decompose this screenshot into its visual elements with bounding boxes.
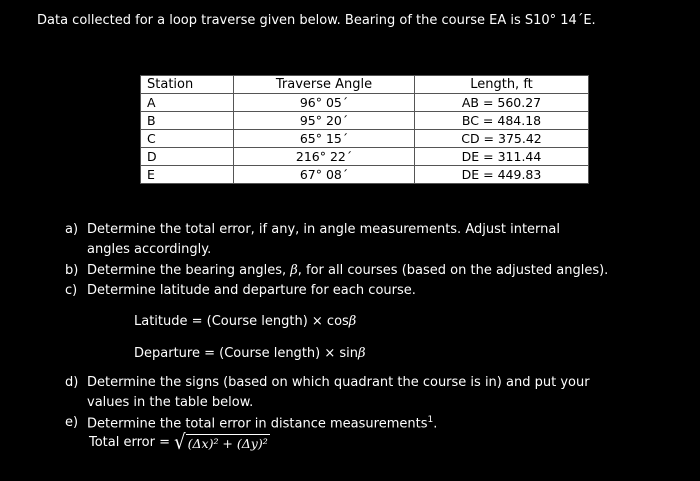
question-e-main: Determine the total error in distance measurements (87, 416, 428, 432)
table-row (141, 94, 589, 112)
station-cell: B (141, 112, 234, 130)
question-b-post: , for all courses (based on the adjusted angles). (297, 263, 609, 278)
question-b-pre: Determine the bearing angles, (87, 263, 291, 278)
question-a-line2: angles accordingly. (87, 242, 212, 257)
question-c-text: Determine latitude and departure for each course. (87, 283, 416, 298)
question-b-text (87, 263, 608, 278)
total-error-formula (89, 432, 270, 453)
angle-cell: 216° 22´ (234, 148, 415, 166)
total-error-label: Total error = (89, 435, 175, 450)
footnote-marker: 1 (427, 415, 434, 425)
header-station: Station (141, 76, 234, 94)
question-e-label: e) (65, 415, 79, 430)
question-c-label: c) (65, 283, 78, 298)
table-header-row (141, 76, 589, 94)
latitude-formula (134, 314, 356, 329)
question-a-line1: Determine the total error, if any, in angle measurements. Adjust internal (87, 222, 560, 237)
table-row (141, 148, 589, 166)
beta-symbol: β (348, 314, 357, 329)
departure-text: Departure = (Course length) × sin (134, 346, 359, 361)
table-row (141, 166, 589, 184)
sqrt-expression (174, 432, 270, 453)
station-cell: D (141, 148, 234, 166)
header-traverse-angle: Traverse Angle (234, 76, 415, 94)
question-b-label: b) (65, 263, 79, 278)
beta-symbol: β (358, 346, 366, 361)
station-cell: A (141, 94, 234, 112)
question-e-end: . (433, 416, 438, 432)
angle-cell: 67° 08´ (234, 166, 415, 184)
table-row (141, 130, 589, 148)
traverse-table (140, 75, 589, 184)
question-e-text (87, 415, 437, 431)
latitude-text: Latitude = (Course length) × cos (134, 314, 349, 329)
length-cell: DE = 311.44 (415, 148, 589, 166)
length-cell: DE = 449.83 (415, 166, 589, 184)
angle-cell: 96° 05´ (234, 94, 415, 112)
header-length: Length, ft (415, 76, 589, 94)
length-cell: CD = 375.42 (415, 130, 589, 148)
problem-title: Data collected for a loop traverse given below. Bearing of the course EA is S10° 14´E. (37, 13, 596, 28)
length-cell: AB = 560.27 (415, 94, 589, 112)
angle-cell: 65° 15´ (234, 130, 415, 148)
question-d-line2: values in the table below. (87, 395, 254, 410)
station-cell: E (141, 166, 234, 184)
station-cell: C (141, 130, 234, 148)
question-d-line1: Determine the signs (based on which quadrant the course is in) and put your (87, 375, 590, 390)
question-d-label: d) (65, 375, 79, 390)
sqrt-icon: √ (174, 430, 186, 455)
beta-symbol: β (290, 263, 298, 278)
question-a-label: a) (65, 222, 79, 237)
departure-formula (134, 346, 366, 361)
angle-cell: 95° 20´ (234, 112, 415, 130)
table-row (141, 112, 589, 130)
sqrt-radicand: (Δx)² + (Δy)² (187, 436, 268, 451)
length-cell: BC = 484.18 (415, 112, 589, 130)
